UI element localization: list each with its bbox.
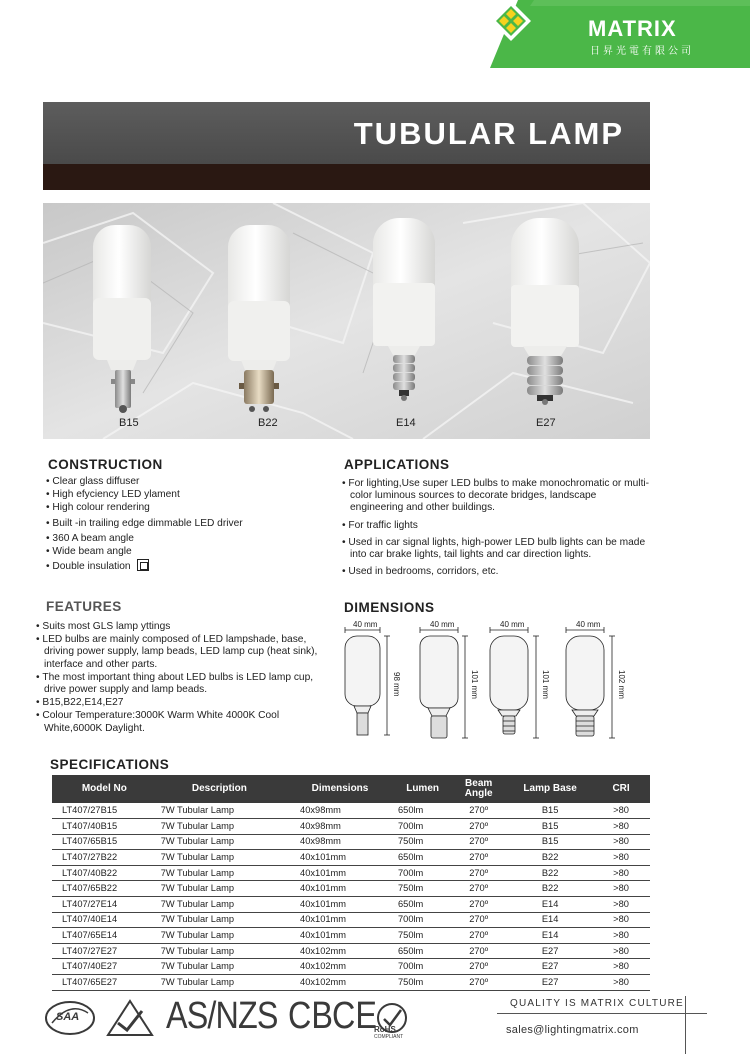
lumen-cell: 650lm (382, 897, 449, 913)
rcm-logo-icon (108, 1001, 152, 1035)
description-cell: 7W Tubular Lamp (149, 975, 280, 991)
cri-cell: >80 (592, 897, 650, 913)
lamp-base-cell: B15 (508, 803, 592, 819)
description-cell: 7W Tubular Lamp (149, 912, 280, 928)
product-photo (43, 203, 650, 439)
cri-cell: >80 (592, 912, 650, 928)
lamp-base-cell: E14 (508, 928, 592, 944)
construction-heading: CONSTRUCTION (48, 457, 163, 472)
dimension-height-label: 102 mm (617, 670, 626, 699)
beam-angle-cell: 270º (449, 819, 508, 835)
lumen-cell: 750lm (382, 975, 449, 991)
model-no-cell: LT407/40B22 (52, 865, 149, 881)
cri-cell: >80 (592, 959, 650, 975)
dimensions-cell: 40x101mm (280, 928, 382, 944)
applications-heading: APPLICATIONS (344, 457, 450, 472)
dimension-width-label: 40 mm (430, 620, 455, 629)
banner-stripe (43, 164, 650, 190)
lamp-base-cell: B15 (508, 834, 592, 850)
dimensions-cell: 40x101mm (280, 850, 382, 866)
construction-item: • 360 A beam angle (46, 533, 321, 545)
column-header: Lamp Base (508, 775, 592, 803)
dimension-width-label: 40 mm (500, 620, 525, 629)
lamp-base-cell: E27 (508, 975, 592, 991)
column-header: CRI (592, 775, 650, 803)
features-item: • B15,B22,E14,E27 (36, 697, 318, 709)
applications-list (342, 478, 652, 579)
model-no-cell: LT407/65E14 (52, 928, 149, 944)
lumen-cell: 700lm (382, 819, 449, 835)
lumen-cell: 650lm (382, 850, 449, 866)
cri-cell: >80 (592, 834, 650, 850)
construction-item: • Clear glass diffuser (46, 476, 321, 488)
bulb-label-b22: B22 (258, 417, 278, 429)
dimension-height-label: 101 mm (470, 670, 479, 699)
specifications-heading: SPECIFICATIONS (50, 757, 170, 772)
lumen-cell: 750lm (382, 881, 449, 897)
table-row (52, 928, 650, 944)
construction-item-double-insulation (46, 559, 321, 573)
cri-cell: >80 (592, 943, 650, 959)
lumen-cell: 700lm (382, 865, 449, 881)
dimensions-cell: 40x102mm (280, 959, 382, 975)
lamp-base-cell: E27 (508, 943, 592, 959)
table-row (52, 959, 650, 975)
footer-tagline: QUALITY IS MATRIX CULTURE (510, 998, 684, 1009)
table-row (52, 975, 650, 991)
description-cell: 7W Tubular Lamp (149, 850, 280, 866)
features-heading: FEATURES (46, 599, 122, 614)
lumen-cell: 700lm (382, 959, 449, 975)
lamp-base-cell: B15 (508, 819, 592, 835)
model-no-cell: LT407/65B15 (52, 834, 149, 850)
footer-divider (497, 1013, 707, 1014)
matrix-logo-icon (490, 0, 532, 42)
table-row (52, 834, 650, 850)
table-row (52, 865, 650, 881)
bulb-label-e27: E27 (536, 417, 556, 429)
table-row (52, 850, 650, 866)
dimensions-cell: 40x101mm (280, 881, 382, 897)
construction-item: • High efyciency LED ylament (46, 489, 321, 501)
column-header: Model No (52, 775, 149, 803)
features-item: • Suits most GLS lamp yttings (36, 621, 318, 633)
cri-cell: >80 (592, 819, 650, 835)
description-cell: 7W Tubular Lamp (149, 959, 280, 975)
cri-cell: >80 (592, 803, 650, 819)
beam-angle-cell: 270º (449, 865, 508, 881)
applications-item: • Used in car signal lights, high-power LED bulb lights can be made into car brake lights, tail lights and car direction lights. (342, 537, 652, 561)
applications-item: • For lighting,Use super LED bulbs to make monochromatic or multi-color luminous sources to decorate bridges, landscape engineering and other buildings. (342, 478, 652, 515)
dimension-drawings (340, 620, 650, 750)
lumen-cell: 650lm (382, 803, 449, 819)
cri-cell: >80 (592, 850, 650, 866)
dimension-width-label: 40 mm (353, 620, 378, 629)
model-no-cell: LT407/27E14 (52, 897, 149, 913)
beam-angle-cell: 270º (449, 959, 508, 975)
page-title: TUBULAR LAMP (353, 116, 624, 151)
description-cell: 7W Tubular Lamp (149, 803, 280, 819)
title-banner (43, 102, 650, 190)
table-row (52, 819, 650, 835)
lumen-cell: 750lm (382, 834, 449, 850)
applications-item: • For traffic lights (342, 520, 652, 532)
rohs-compliant-text: COMPLIANT (374, 1034, 404, 1040)
dimensions-cell: 40x102mm (280, 943, 382, 959)
dimensions-cell: 40x102mm (280, 975, 382, 991)
specifications-table (52, 775, 650, 991)
table-row (52, 943, 650, 959)
column-header: Description (149, 775, 280, 803)
dimensions-cell: 40x98mm (280, 834, 382, 850)
double-insulation-icon (137, 559, 149, 571)
column-header: Lumen (382, 775, 449, 803)
beam-angle-cell: 270º (449, 912, 508, 928)
brand-name: MATRIX (588, 16, 677, 41)
model-no-cell: LT407/27B15 (52, 803, 149, 819)
dimensions-heading: DIMENSIONS (344, 600, 435, 615)
lamp-base-cell: B22 (508, 865, 592, 881)
model-no-cell: LT407/65B22 (52, 881, 149, 897)
lumen-cell: 650lm (382, 943, 449, 959)
brand-logo-block (490, 0, 750, 68)
asnzs-text: AS/NZS (166, 995, 278, 1037)
lamp-base-cell: B22 (508, 850, 592, 866)
description-cell: 7W Tubular Lamp (149, 943, 280, 959)
specifications-body (52, 803, 650, 990)
model-no-cell: LT407/40E14 (52, 912, 149, 928)
ce-mark: CE (332, 995, 377, 1037)
brand-subtitle: 日昇光電有限公司 (590, 46, 694, 57)
column-header: Beam Angle (449, 775, 508, 803)
rohs-text: RoHS (374, 1025, 396, 1034)
applications-item: • Used in bedrooms, corridors, etc. (342, 566, 652, 578)
beam-angle-cell: 270º (449, 897, 508, 913)
lamp-base-cell: E14 (508, 912, 592, 928)
photo-background (43, 203, 650, 439)
lumen-cell: 750lm (382, 928, 449, 944)
dimension-height-label: 101 mm (541, 670, 550, 699)
beam-angle-cell: 270º (449, 943, 508, 959)
description-cell: 7W Tubular Lamp (149, 897, 280, 913)
features-list (36, 621, 318, 736)
dimensions-cell: 40x98mm (280, 819, 382, 835)
construction-list (46, 476, 321, 574)
description-cell: 7W Tubular Lamp (149, 928, 280, 944)
features-item: • LED bulbs are mainly composed of LED lampshade, base, driving power supply, lamp beads, LED lamp cup (heat sink), interface and other parts. (36, 634, 318, 671)
description-cell: 7W Tubular Lamp (149, 881, 280, 897)
banner-top (43, 102, 650, 164)
dimensions-cell: 40x101mm (280, 912, 382, 928)
dimensions-cell: 40x101mm (280, 897, 382, 913)
beam-angle-cell: 270º (449, 928, 508, 944)
model-no-cell: LT407/65E27 (52, 975, 149, 991)
bulb-label-e14: E14 (396, 417, 416, 429)
footer-vertical-divider (685, 996, 686, 1054)
description-cell: 7W Tubular Lamp (149, 865, 280, 881)
cri-cell: >80 (592, 975, 650, 991)
footer-email-link[interactable]: sales@lightingmatrix.com (506, 1024, 639, 1036)
column-header: Dimensions (280, 775, 382, 803)
cb-text: CB (288, 995, 333, 1037)
beam-angle-cell: 270º (449, 850, 508, 866)
table-row (52, 803, 650, 819)
lamp-base-cell: B22 (508, 881, 592, 897)
table-header-row (52, 775, 650, 803)
cri-cell: >80 (592, 881, 650, 897)
bulb-label-b15: B15 (119, 417, 139, 429)
beam-angle-cell: 270º (449, 803, 508, 819)
cri-cell: >80 (592, 928, 650, 944)
table-row (52, 881, 650, 897)
model-no-cell: LT407/40B15 (52, 819, 149, 835)
construction-item: • High colour rendering (46, 502, 321, 514)
construction-item: • Built -in trailing edge dimmable LED driver (46, 518, 321, 530)
table-row (52, 897, 650, 913)
beam-angle-cell: 270º (449, 881, 508, 897)
construction-item: • Wide beam angle (46, 546, 321, 558)
saa-text: SAA (56, 1011, 80, 1023)
dimension-height-label: 98 mm (392, 672, 401, 697)
description-cell: 7W Tubular Lamp (149, 819, 280, 835)
lamp-base-cell: E14 (508, 897, 592, 913)
dimension-width-label: 40 mm (576, 620, 601, 629)
model-no-cell: LT407/40E27 (52, 959, 149, 975)
lamp-base-cell: E27 (508, 959, 592, 975)
dimension-drawings-svg (340, 620, 650, 750)
construction-item-label: Double insulation (52, 561, 131, 573)
dimensions-cell: 40x101mm (280, 865, 382, 881)
model-no-cell: LT407/27B22 (52, 850, 149, 866)
features-item: • The most important thing about LED bulbs is LED lamp cup, drive power supply and lamp beads. (36, 672, 318, 696)
table-row (52, 912, 650, 928)
model-no-cell: LT407/27E27 (52, 943, 149, 959)
lumen-cell: 700lm (382, 912, 449, 928)
beam-angle-cell: 270º (449, 834, 508, 850)
features-item: • Colour Temperature:3000K Warm White 4000K Cool White,6000K Daylight. (36, 710, 318, 734)
certification-logos (44, 995, 444, 1041)
dimensions-cell: 40x98mm (280, 803, 382, 819)
beam-angle-cell: 270º (449, 975, 508, 991)
description-cell: 7W Tubular Lamp (149, 834, 280, 850)
cri-cell: >80 (592, 865, 650, 881)
